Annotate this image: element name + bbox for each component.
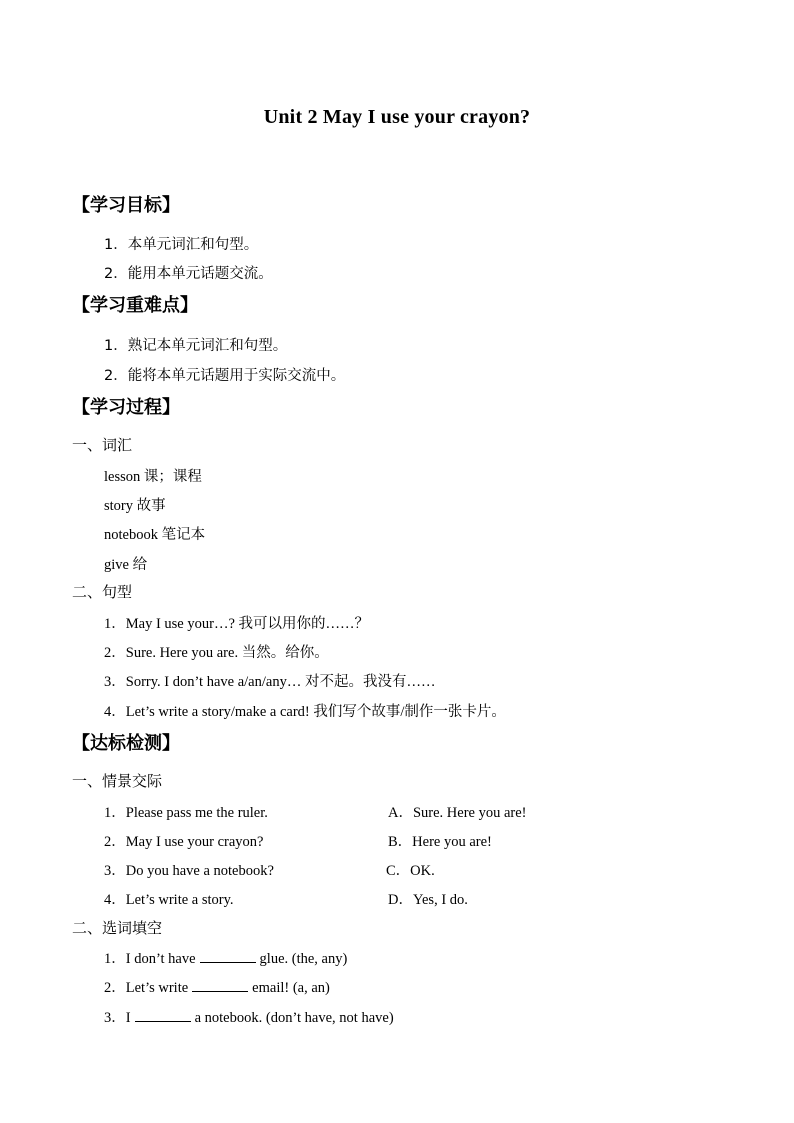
key-points-heading: 【学习重难点】 bbox=[72, 295, 198, 316]
key-point-item: 2．能将本单元话题用于实际交流中。 bbox=[104, 368, 346, 384]
answer-blank[interactable] bbox=[192, 979, 248, 992]
vocab-item: lesson 课；课程 bbox=[104, 469, 202, 485]
answer-blank[interactable] bbox=[135, 1009, 191, 1022]
match-answer: B．Here you are! bbox=[388, 834, 492, 850]
page-title: Unit 2 May I use your crayon? bbox=[263, 106, 531, 128]
fill-suffix: email! (a, an) bbox=[252, 980, 330, 996]
match-question: 2．May I use your crayon? bbox=[104, 834, 264, 850]
part1-label: 一、情景交际 bbox=[72, 772, 163, 790]
sentence-label: 二、句型 bbox=[72, 583, 133, 601]
match-question: 4．Let’s write a story. bbox=[104, 892, 234, 908]
process-heading: 【学习过程】 bbox=[72, 397, 180, 418]
sentence-item: 1．May I use your…? 我可以用你的……？ bbox=[104, 616, 369, 632]
check-heading: 【达标检测】 bbox=[72, 733, 180, 754]
fill-item bbox=[104, 947, 347, 968]
match-answer: D．Yes, I do. bbox=[388, 892, 468, 908]
key-point-item: 1．熟记本单元词汇和句型。 bbox=[104, 338, 288, 354]
fill-prefix: 2．Let’s write bbox=[104, 980, 189, 996]
answer-blank[interactable] bbox=[200, 950, 256, 963]
fill-prefix: 1．I don’t have bbox=[104, 951, 196, 967]
match-answer: C．OK. bbox=[386, 863, 435, 879]
objectives-heading: 【学习目标】 bbox=[72, 195, 180, 216]
match-question: 3．Do you have a notebook? bbox=[104, 863, 274, 879]
vocab-label: 一、词汇 bbox=[72, 436, 133, 454]
fill-item bbox=[104, 976, 330, 997]
vocab-item: notebook 笔记本 bbox=[104, 527, 206, 543]
sentence-item: 4．Let’s write a story/make a card! 我们写个故事/制作一张卡片。 bbox=[104, 704, 506, 720]
vocab-item: give 给 bbox=[104, 557, 148, 573]
match-question: 1．Please pass me the ruler. bbox=[104, 805, 268, 821]
fill-suffix: glue. (the, any) bbox=[259, 951, 348, 967]
vocab-item: story 故事 bbox=[104, 498, 166, 514]
match-answer: A．Sure. Here you are! bbox=[388, 805, 527, 821]
fill-item bbox=[104, 1006, 394, 1027]
sentence-item: 3．Sorry. I don’t have a/an/any… 对不起。我没有…… bbox=[104, 674, 436, 690]
fill-prefix: 3．I bbox=[104, 1010, 131, 1026]
fill-suffix: a notebook. (don’t have, not have) bbox=[194, 1010, 394, 1026]
objective-item: 1．本单元词汇和句型。 bbox=[104, 237, 259, 253]
part2-label: 二、选词填空 bbox=[72, 919, 163, 937]
sentence-item: 2．Sure. Here you are. 当然。给你。 bbox=[104, 645, 329, 661]
objective-item: 2．能用本单元话题交流。 bbox=[104, 266, 273, 282]
